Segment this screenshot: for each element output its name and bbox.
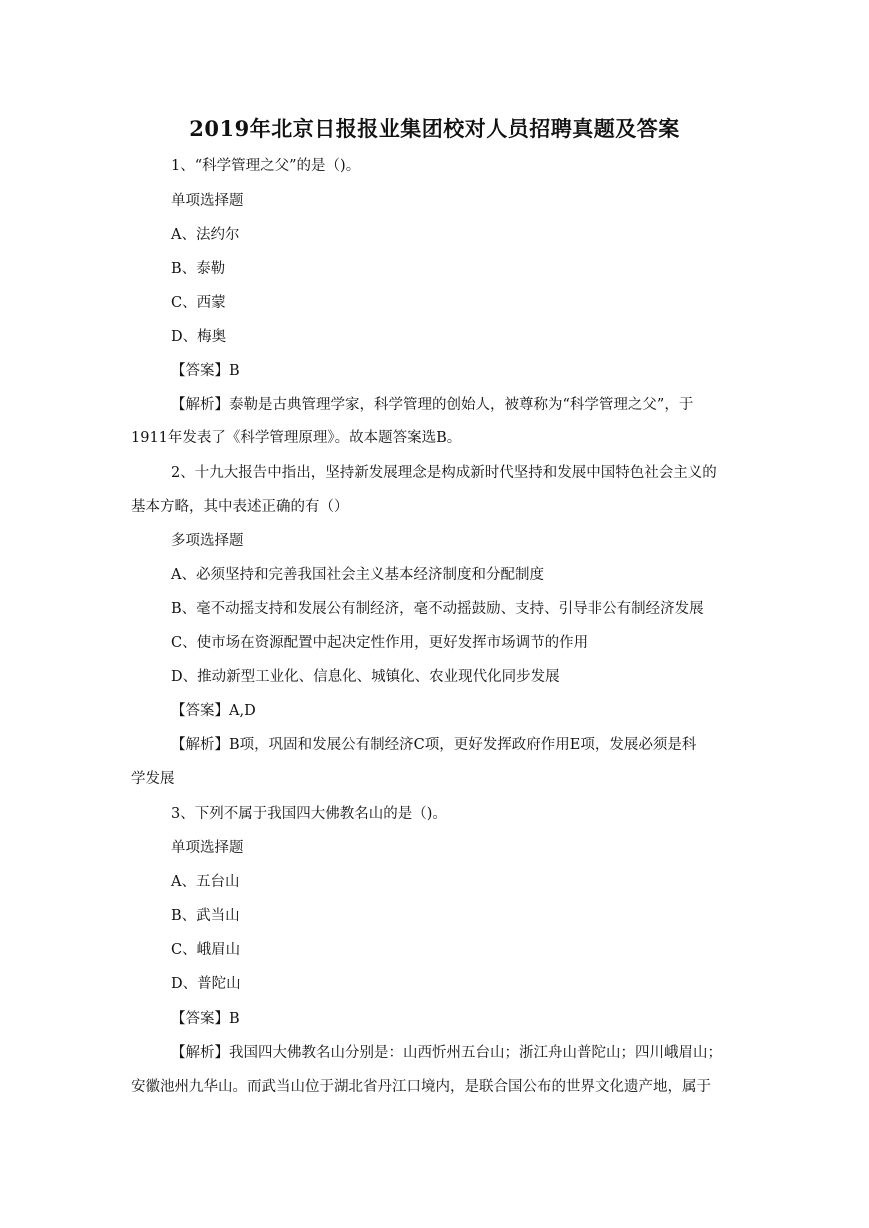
q2-type: 多项选择题 [171,533,244,549]
q1-option-c: C、西蒙 [171,295,226,311]
q3-type: 单项选择题 [171,840,244,856]
q2-analysis-line1: 【解析】B项，巩固和发展公有制经济C项，更好发挥政府作用E项，发展必须是科 [171,737,697,753]
q1-analysis-line1: 【解析】泰勒是古典管理学家，科学管理的创始人，被尊称为“科学管理之父”，于 [171,397,694,413]
q2-stem-line2: 基本方略，其中表述正确的有（） [131,499,349,515]
document-title: 2019年北京日报报业集团校对人员招聘真题及答案 [189,116,680,141]
q2-option-d: D、推动新型工业化、信息化、城镇化、农业现代化同步发展 [171,669,560,685]
q3-option-c: C、峨眉山 [171,942,241,958]
q3-analysis-line2: 安徽池州九华山。而武当山位于湖北省丹江口境内，是联合国公布的世界文化遗产地，属于 [131,1079,711,1095]
q2-option-c: C、使市场在资源配置中起决定性作用，更好发挥市场调节的作用 [171,635,589,651]
q1-option-d: D、梅奥 [171,329,227,345]
q3-option-d: D、普陀山 [171,976,241,992]
q1-option-a: A、法约尔 [171,227,240,243]
q1-option-b: B、泰勒 [171,261,226,277]
q3-option-a: A、五台山 [171,874,240,890]
q1-type: 单项选择题 [171,193,244,209]
q2-answer: 【答案】A,D [171,703,256,719]
q3-analysis-line1: 【解析】我国四大佛教名山分别是：山西忻州五台山；浙江舟山普陀山；四川峨眉山； [171,1045,722,1061]
q2-analysis-line2: 学发展 [131,771,175,787]
q1-stem: 1、“科学管理之父”的是（)。 [171,158,361,174]
q1-answer: 【答案】B [171,363,240,379]
q3-stem: 3、下列不属于我国四大佛教名山的是（)。 [171,806,447,822]
q2-stem-line1: 2、十九大报告中指出，坚持新发展理念是构成新时代坚持和发展中国特色社会主义的 [171,465,717,481]
q2-option-b: B、毫不动摇支持和发展公有制经济，毫不动摇鼓励、支持、引导非公有制经济发展 [171,601,704,617]
q3-option-b: B、武当山 [171,908,240,924]
q3-answer: 【答案】B [171,1011,240,1027]
q2-option-a: A、必须坚持和完善我国社会主义基本经济制度和分配制度 [171,567,544,583]
q1-analysis-line2: 1911年发表了《科学管理原理》。故本题答案选B。 [131,430,462,446]
